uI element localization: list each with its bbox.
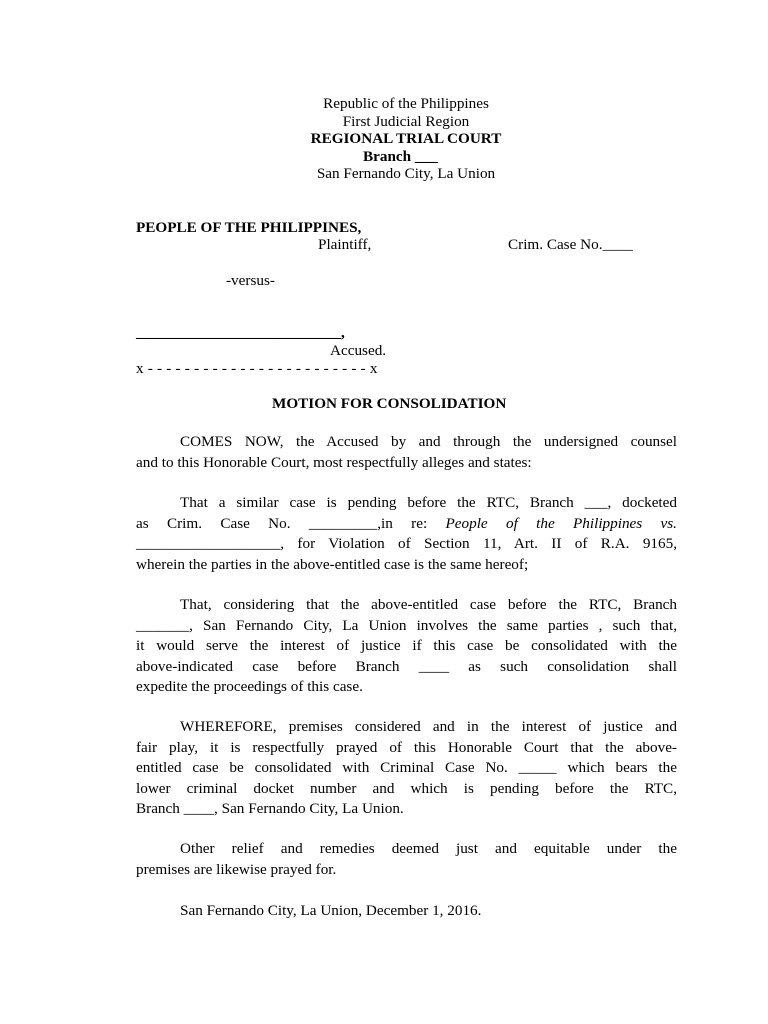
p3-line-4: above-indicated case before Branch ____ as such consolidation shall: [136, 657, 677, 675]
p5-line-2: premises are likewise prayed for.: [136, 860, 337, 878]
paragraph-considering: [136, 595, 677, 698]
plaintiff-role: Plaintiff,: [318, 236, 372, 253]
paragraph-other-relief: [136, 839, 677, 880]
paragraph-wherefore: [136, 717, 677, 820]
p3-line-2: _______, San Fernando City, La Union involves the same parties , such that,: [136, 616, 677, 634]
place-and-date: San Fernando City, La Union, December 1, 2016.: [180, 902, 482, 919]
accused-name-blank: ___________________________,: [136, 324, 345, 341]
case-number: Crim. Case No.____: [508, 236, 633, 253]
p4-line-2: fair play, it is respectfully prayed of this Honorable Court that the above-: [136, 738, 677, 756]
accused-role: Accused.: [330, 342, 387, 359]
header-republic: Republic of the Philippines: [323, 95, 489, 112]
p1-line-1: COMES NOW, the Accused by and through the undersigned counsel: [180, 433, 677, 450]
p4-line-1: WHEREFORE, premises considered and in the interest of justice and: [180, 718, 677, 735]
p4-line-4: lower criminal docket number and which is pending before the RTC,: [136, 779, 677, 797]
versus-label: -versus-: [226, 272, 275, 289]
p4-line-5: Branch ____, San Fernando City, La Union.: [136, 800, 404, 817]
paragraph-similar-case: [136, 493, 677, 575]
p2-line-4: wherein the parties in the above-entitled case is the same hereof;: [136, 555, 529, 573]
paragraph-comes-now: [136, 432, 677, 473]
p5-line-1: Other relief and remedies deemed just and equitable under the: [180, 840, 677, 857]
caption-separator: x - - - - - - - - - - - - - - - - - - - - - - - - x: [136, 360, 378, 377]
p1-line-2: and to this Honorable Court, most respectfully alleges and states:: [136, 453, 532, 471]
header-branch: Branch ___: [363, 148, 438, 165]
p2-line-3: ___________________, for Violation of Section 11, Art. II of R.A. 9165,: [136, 535, 677, 552]
p3-line-1: That, considering that the above-entitled case before the RTC, Branch: [180, 596, 677, 613]
p4-line-3: entitled case be consolidated with Criminal Case No. _____ which bears the: [136, 759, 677, 776]
p2-line-1: That a similar case is pending before the RTC, Branch ___, docketed: [180, 494, 677, 511]
p3-line-5: expedite the proceedings of this case.: [136, 678, 363, 695]
header-city: San Fernando City, La Union: [316, 165, 496, 182]
p2-line-2a: as Crim. Case No. _________,in re:: [136, 514, 446, 532]
plaintiff-name: PEOPLE OF THE PHILIPPINES,: [136, 219, 362, 236]
header-court: REGIONAL TRIAL COURT: [310, 130, 502, 147]
header-region: First Judicial Region: [342, 113, 470, 130]
document-title: MOTION FOR CONSOLIDATION: [272, 395, 507, 412]
p3-line-3: it would serve the interest of justice if this case be consolidated with the: [136, 637, 677, 654]
p2-case-title: People of the Philippines vs.: [445, 514, 677, 532]
